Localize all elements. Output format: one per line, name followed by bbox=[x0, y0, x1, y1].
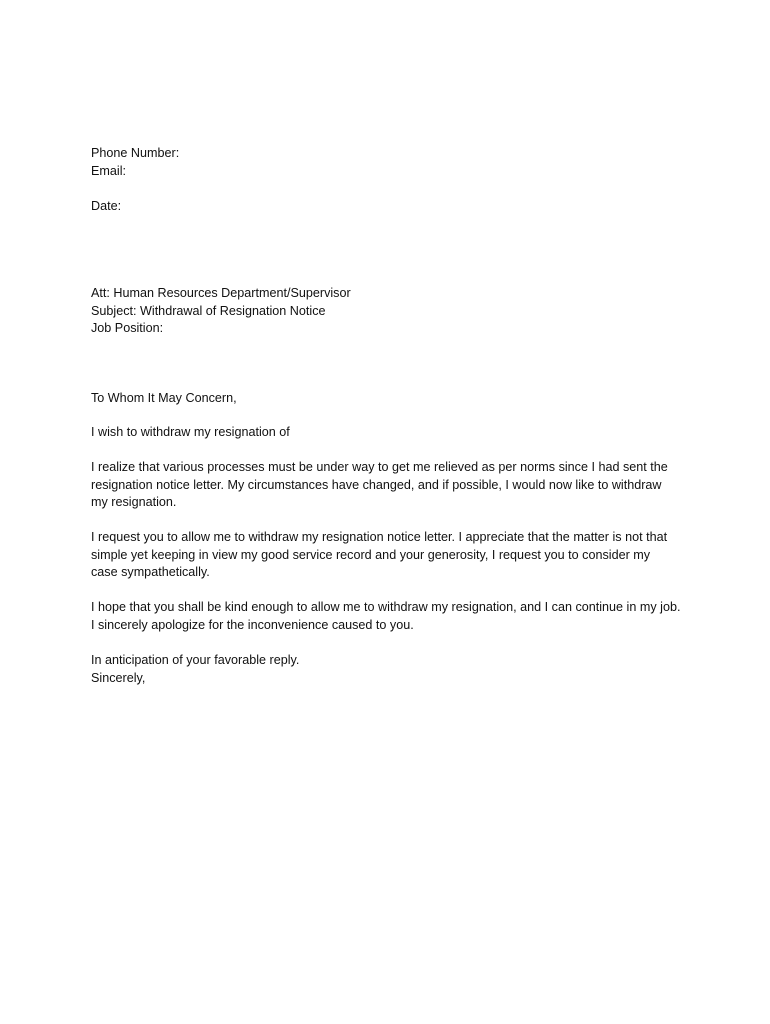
paragraph-3-line: I sincerely apologize for the inconvenience caused to you. bbox=[91, 617, 414, 632]
paragraph-2-line: simple yet keeping in view my good service record and your generosity, I request you to consider my bbox=[91, 547, 651, 562]
intro-line: I wish to withdraw my resignation of bbox=[91, 425, 290, 439]
phone-number-label: Phone Number: bbox=[91, 146, 180, 160]
paragraph-1-line: I realize that various processes must be under way to get me relieved as per norms since I had sent the bbox=[91, 460, 668, 474]
paragraph-3 bbox=[91, 599, 691, 634]
intro-block bbox=[91, 424, 691, 442]
date-block bbox=[91, 198, 691, 216]
header-block bbox=[91, 285, 691, 338]
paragraph-1 bbox=[91, 459, 691, 512]
paragraph-1-line: resignation notice letter. My circumstances have changed, and if possible, I would now like to withdraw bbox=[91, 477, 662, 492]
date-label: Date: bbox=[91, 199, 122, 213]
paragraph-2 bbox=[91, 529, 691, 582]
att-line: Att: Human Resources Department/Supervisor bbox=[91, 286, 351, 300]
signoff-line: Sincerely, bbox=[91, 670, 146, 685]
email-label: Email: bbox=[91, 163, 126, 178]
anticipation-line: In anticipation of your favorable reply. bbox=[91, 653, 300, 667]
paragraph-2-line: I request you to allow me to withdraw my resignation notice letter. I appreciate that the matter is not that bbox=[91, 530, 668, 544]
paragraph-3-line: I hope that you shall be kind enough to allow me to withdraw my resignation, and I can continue in my job. bbox=[91, 600, 681, 614]
contact-block bbox=[91, 145, 691, 180]
salutation-block bbox=[91, 390, 691, 408]
closing-block bbox=[91, 652, 691, 687]
paragraph-1-line: my resignation. bbox=[91, 495, 177, 509]
salutation: To Whom It May Concern, bbox=[91, 391, 237, 405]
subject-line: Subject: Withdrawal of Resignation Notice bbox=[91, 303, 326, 318]
job-position-label: Job Position: bbox=[91, 321, 164, 335]
paragraph-2-line: case sympathetically. bbox=[91, 565, 210, 579]
